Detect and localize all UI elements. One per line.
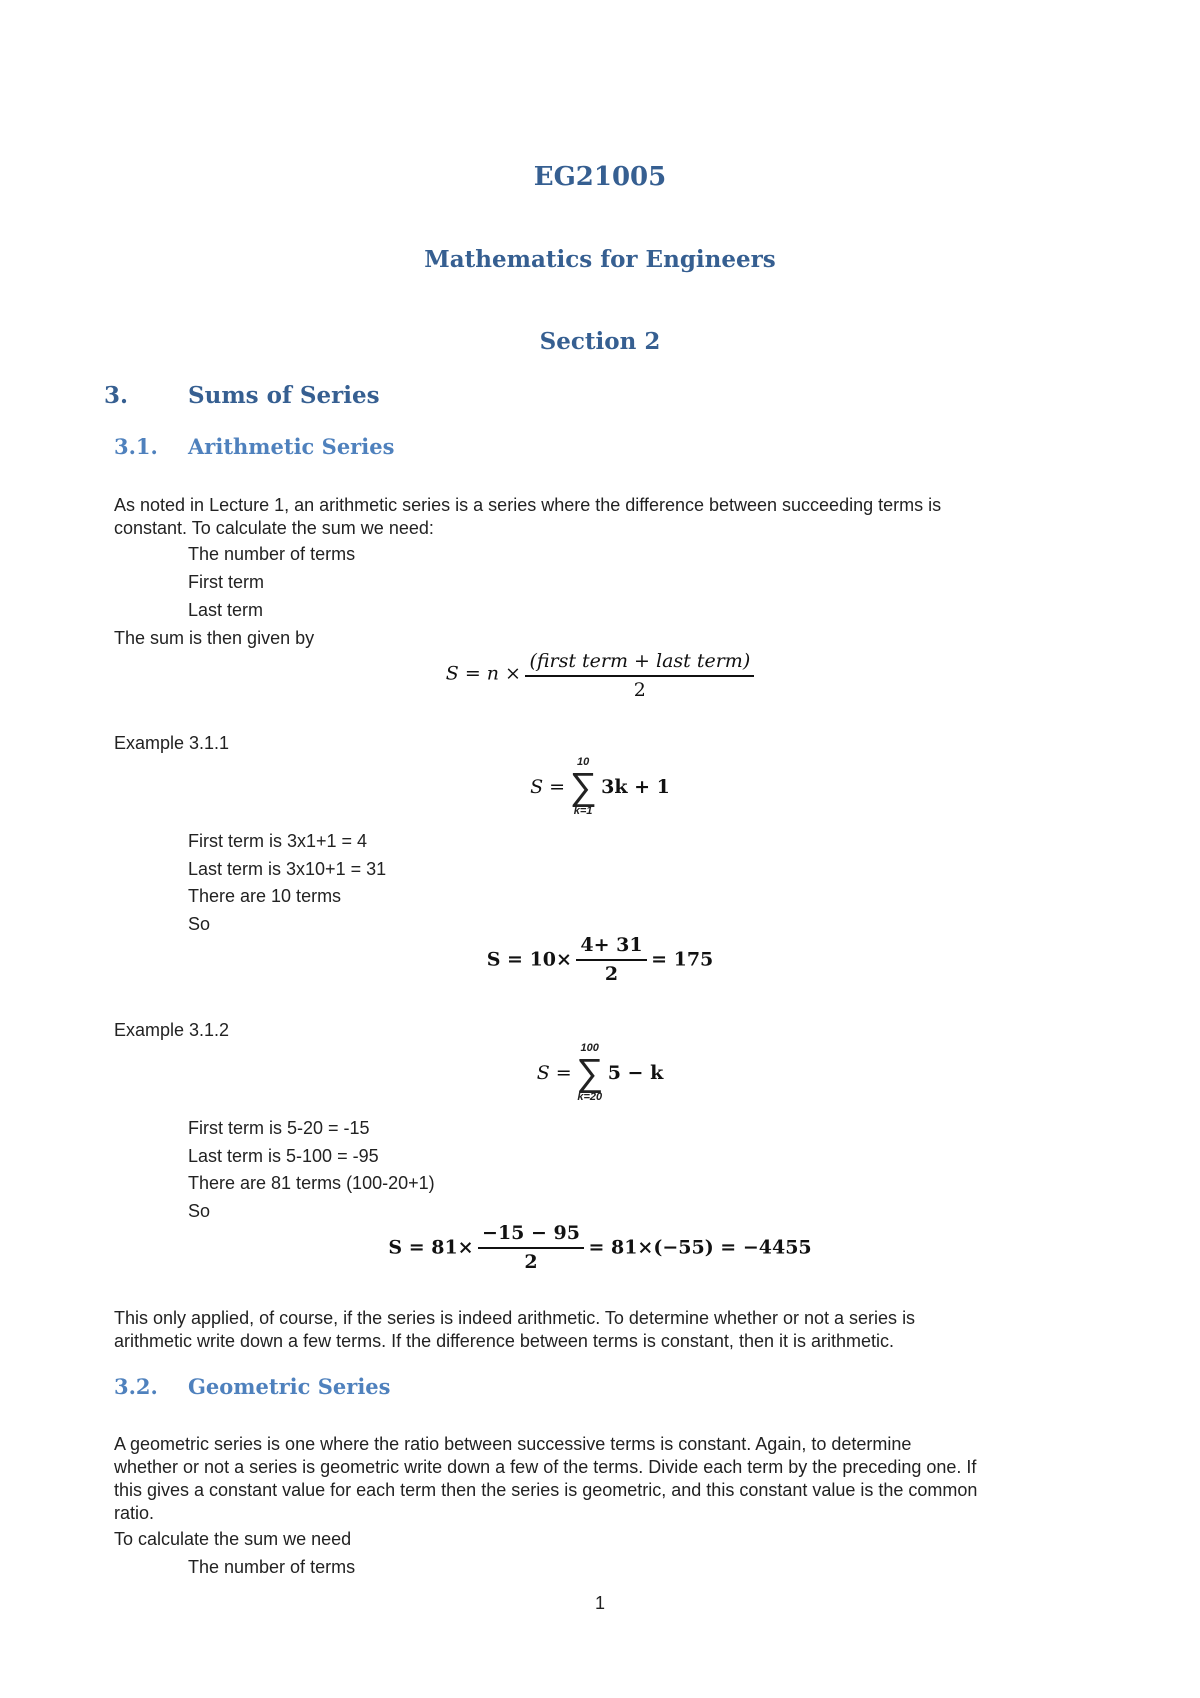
heading-3-number: 3. — [104, 382, 129, 409]
heading-3-1-number: 3.1. — [114, 434, 158, 459]
result-rhs: = 175 — [651, 948, 714, 971]
result-fraction — [478, 1222, 584, 1273]
need-item: The number of terms — [188, 1557, 356, 1577]
geometric-need-line: To calculate the sum we need — [114, 1529, 352, 1549]
formula-numerator: (first term + last term) — [525, 650, 754, 677]
example-step: So — [188, 1201, 211, 1221]
result-lhs: S = 81× — [388, 1236, 474, 1259]
section-title: Section 2 — [539, 328, 661, 355]
result-numerator: −15 − 95 — [478, 1222, 584, 1249]
sigma — [570, 756, 597, 818]
example-step: First term is 3x1+1 = 4 — [188, 831, 368, 851]
closing-line-1: This only applied, of course, if the series is indeed arithmetic. To determine whether or not a series is — [114, 1308, 916, 1328]
heading-3-title: Sums of Series — [188, 382, 380, 409]
example-step: First term is 5-20 = -15 — [188, 1118, 370, 1138]
geometric-line-3: this gives a constant value for each term then the series is geometric, and this constant value is the common — [114, 1480, 978, 1500]
result-numerator: 4+ 31 — [576, 934, 646, 961]
geometric-line-4: ratio. — [114, 1503, 155, 1523]
formula-denominator: 2 — [633, 679, 646, 701]
example-step: Last term is 5-100 = -95 — [188, 1146, 379, 1166]
sum-given-text: The sum is then given by — [114, 628, 315, 648]
example-sum-expression — [0, 756, 1200, 818]
heading-3-2-title: Geometric Series — [188, 1374, 391, 1399]
result-lhs: S = 10× — [486, 948, 572, 971]
formula-fraction — [525, 650, 754, 701]
example-sum-expression — [0, 1042, 1200, 1104]
sum-formula — [0, 650, 1200, 701]
course-title: Mathematics for Engineers — [424, 246, 776, 273]
formula-lhs: S = n × — [445, 662, 521, 685]
need-item: Last term — [188, 600, 264, 620]
sigma-lower-limit: k=1 — [573, 805, 593, 817]
sigma-upper-limit: 10 — [576, 756, 590, 768]
geometric-line-2: whether or not a series is geometric write down a few of the terms. Divide each term by the preceding one. If — [114, 1457, 977, 1477]
example-step: Last term is 3x10+1 = 31 — [188, 859, 387, 879]
example-step: There are 10 terms — [188, 886, 342, 906]
course-code: EG21005 — [533, 162, 667, 192]
geometric-line-1: A geometric series is one where the ratio between successive terms is constant. Again, to determine — [114, 1434, 912, 1454]
example-label: Example 3.1.1 — [114, 733, 230, 753]
intro-line-1: As noted in Lecture 1, an arithmetic series is a series where the difference between succeeding terms is — [114, 495, 942, 515]
example-step: There are 81 terms (100-20+1) — [188, 1173, 435, 1193]
need-item: First term — [188, 572, 264, 592]
example-label: Example 3.1.2 — [114, 1020, 230, 1040]
sigma-icon: ∑ — [569, 766, 597, 808]
heading-3-2-number: 3.2. — [114, 1374, 158, 1399]
sigma-lower-limit: k=20 — [577, 1091, 603, 1103]
sigma — [576, 1042, 603, 1104]
sum-lhs: S = — [536, 1062, 572, 1084]
result-rhs: = 81×(−55) = −4455 — [588, 1236, 812, 1259]
result-denominator: 2 — [604, 963, 619, 985]
heading-3-1-title: Arithmetic Series — [188, 434, 395, 459]
sum-summand: 5 − k — [607, 1062, 664, 1084]
page-number: 1 — [594, 1593, 605, 1613]
sum-summand: 3k + 1 — [601, 776, 670, 798]
result-fraction — [576, 934, 646, 985]
need-item: The number of terms — [188, 544, 356, 564]
closing-line-2: arithmetic write down a few terms. If the difference between terms is constant, then it is arithmetic. — [114, 1331, 894, 1351]
sigma-upper-limit: 100 — [580, 1042, 599, 1054]
example-result — [0, 934, 1200, 985]
example-step: So — [188, 914, 211, 934]
sigma-icon: ∑ — [576, 1052, 604, 1094]
example-result — [0, 1222, 1200, 1273]
sum-lhs: S = — [530, 776, 566, 798]
result-denominator: 2 — [524, 1251, 538, 1273]
intro-line-2: constant. To calculate the sum we need: — [114, 518, 434, 538]
